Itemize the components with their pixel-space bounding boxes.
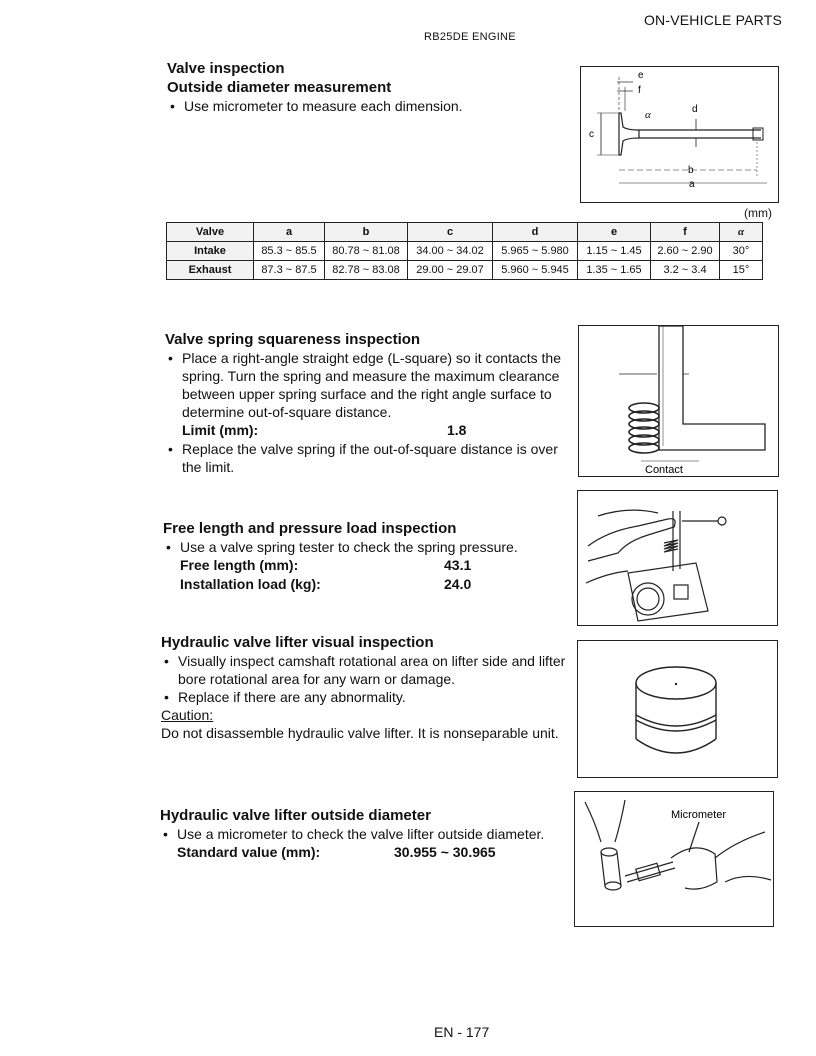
spring-tester-figure xyxy=(577,490,778,626)
spring-squareness-title: Valve spring squareness inspection xyxy=(165,331,421,348)
dim-b-label: b xyxy=(688,165,694,176)
l-square-drawing xyxy=(579,326,778,476)
micrometer-figure xyxy=(574,791,774,927)
dim-a-label: a xyxy=(689,179,695,190)
micrometer-label: Micrometer xyxy=(671,809,727,821)
valve-inspection-section xyxy=(167,59,567,115)
spring-replace-bullet: • Replace the valve spring if the out-of-square distance is over the limit. xyxy=(165,440,575,476)
table-cell: 34.00 ~ 34.02 xyxy=(408,242,493,261)
th-alpha: α xyxy=(720,223,763,242)
limit-value: 1.8 xyxy=(447,422,467,438)
valve-inspection-title: Valve inspection xyxy=(167,60,285,77)
spring-squareness-bullet: • Place a right-angle straight edge (L-square) so it contacts the spring. Turn the spring and measure the maximum clearance between upper spring surface and the right angle surface to determine out-of-square distance. xyxy=(165,349,575,421)
spring-squareness-figure xyxy=(578,325,779,477)
table-cell: 80.78 ~ 81.08 xyxy=(325,242,408,261)
installation-load-label: Installation load (kg): xyxy=(180,576,321,592)
row-exhaust-label: Exhaust xyxy=(167,261,254,280)
table-cell: 15° xyxy=(720,261,763,280)
th-e: e xyxy=(578,223,651,242)
th-c: c xyxy=(408,223,493,242)
table-cell: 82.78 ~ 83.08 xyxy=(325,261,408,280)
table-cell: 1.35 ~ 1.65 xyxy=(578,261,651,280)
table-cell: 1.15 ~ 1.45 xyxy=(578,242,651,261)
lifter-replace-bullet: • Replace if there are any abnormality. xyxy=(161,688,577,706)
lifter-drawing xyxy=(578,641,777,777)
free-length-bullet: • Use a valve spring tester to check the spring pressure. xyxy=(163,538,573,556)
table-row xyxy=(167,242,763,261)
outside-diameter-subtitle: Outside diameter measurement xyxy=(167,79,392,96)
free-length-value: 43.1 xyxy=(444,557,472,573)
section-header: ON-VEHICLE PARTS xyxy=(643,12,782,28)
table-header-row xyxy=(167,223,763,242)
valve-diagram xyxy=(580,66,779,203)
dim-f-label: f xyxy=(638,85,641,96)
table-cell: 30° xyxy=(720,242,763,261)
table-cell: 85.3 ~ 85.5 xyxy=(254,242,325,261)
lifter-diameter-title: Hydraulic valve lifter outside diameter xyxy=(160,807,431,824)
th-f: f xyxy=(651,223,720,242)
lifter-diameter-bullet: • Use a micrometer to check the valve lifter outside diameter. xyxy=(160,825,576,843)
valve-drawing xyxy=(581,67,778,202)
installation-load-spec xyxy=(163,575,573,594)
free-length-spec xyxy=(163,556,573,575)
table-cell: 2.60 ~ 2.90 xyxy=(651,242,720,261)
lifter-diameter-section xyxy=(160,806,576,862)
contact-label: Contact xyxy=(645,464,683,476)
dim-e-label: e xyxy=(638,70,644,81)
lifter-figure xyxy=(577,640,778,778)
table-cell: 87.3 ~ 87.5 xyxy=(254,261,325,280)
lifter-visual-section xyxy=(161,633,577,742)
spring-tester-drawing xyxy=(578,491,777,625)
limit-label: Limit (mm): xyxy=(182,422,259,438)
caution-label: Caution: xyxy=(161,707,214,723)
limit-spec xyxy=(165,421,575,440)
free-length-section xyxy=(163,519,573,594)
valve-bullet: • Use micrometer to measure each dimension. xyxy=(167,97,567,115)
valve-spec-table xyxy=(166,222,763,280)
page-number: EN - 177 xyxy=(434,1024,490,1040)
th-a: a xyxy=(254,223,325,242)
dim-d-label: d xyxy=(692,104,698,115)
lifter-visual-title: Hydraulic valve lifter visual inspection xyxy=(161,634,434,651)
free-length-label: Free length (mm): xyxy=(180,557,299,573)
standard-value-label: Standard value (mm): xyxy=(177,844,321,860)
standard-value: 30.955 ~ 30.965 xyxy=(394,844,496,860)
th-valve: Valve xyxy=(167,223,254,242)
installation-load-value: 24.0 xyxy=(444,576,472,592)
table-unit: (mm) xyxy=(744,206,772,220)
table-cell: 3.2 ~ 3.4 xyxy=(651,261,720,280)
dim-alpha-label: α xyxy=(645,109,651,121)
engine-header: RB25DE ENGINE xyxy=(424,31,516,43)
row-intake-label: Intake xyxy=(167,242,254,261)
micrometer-drawing xyxy=(575,792,773,926)
table-cell: 29.00 ~ 29.07 xyxy=(408,261,493,280)
dim-c-label: c xyxy=(589,129,594,140)
free-length-title: Free length and pressure load inspection xyxy=(163,520,457,537)
th-b: b xyxy=(325,223,408,242)
valve-spec-table-wrap xyxy=(166,222,763,280)
th-d: d xyxy=(493,223,578,242)
table-cell: 5.960 ~ 5.945 xyxy=(493,261,578,280)
caution-text: Do not disassemble hydraulic valve lifter. It is nonseparable unit. xyxy=(161,725,559,741)
table-cell: 5.965 ~ 5.980 xyxy=(493,242,578,261)
standard-value-spec xyxy=(160,843,576,862)
spring-squareness-section xyxy=(165,330,575,476)
lifter-visual-bullet: • Visually inspect camshaft rotational area on lifter side and lifter bore rotational area for any warn or damage. xyxy=(161,652,577,688)
table-row xyxy=(167,261,763,280)
